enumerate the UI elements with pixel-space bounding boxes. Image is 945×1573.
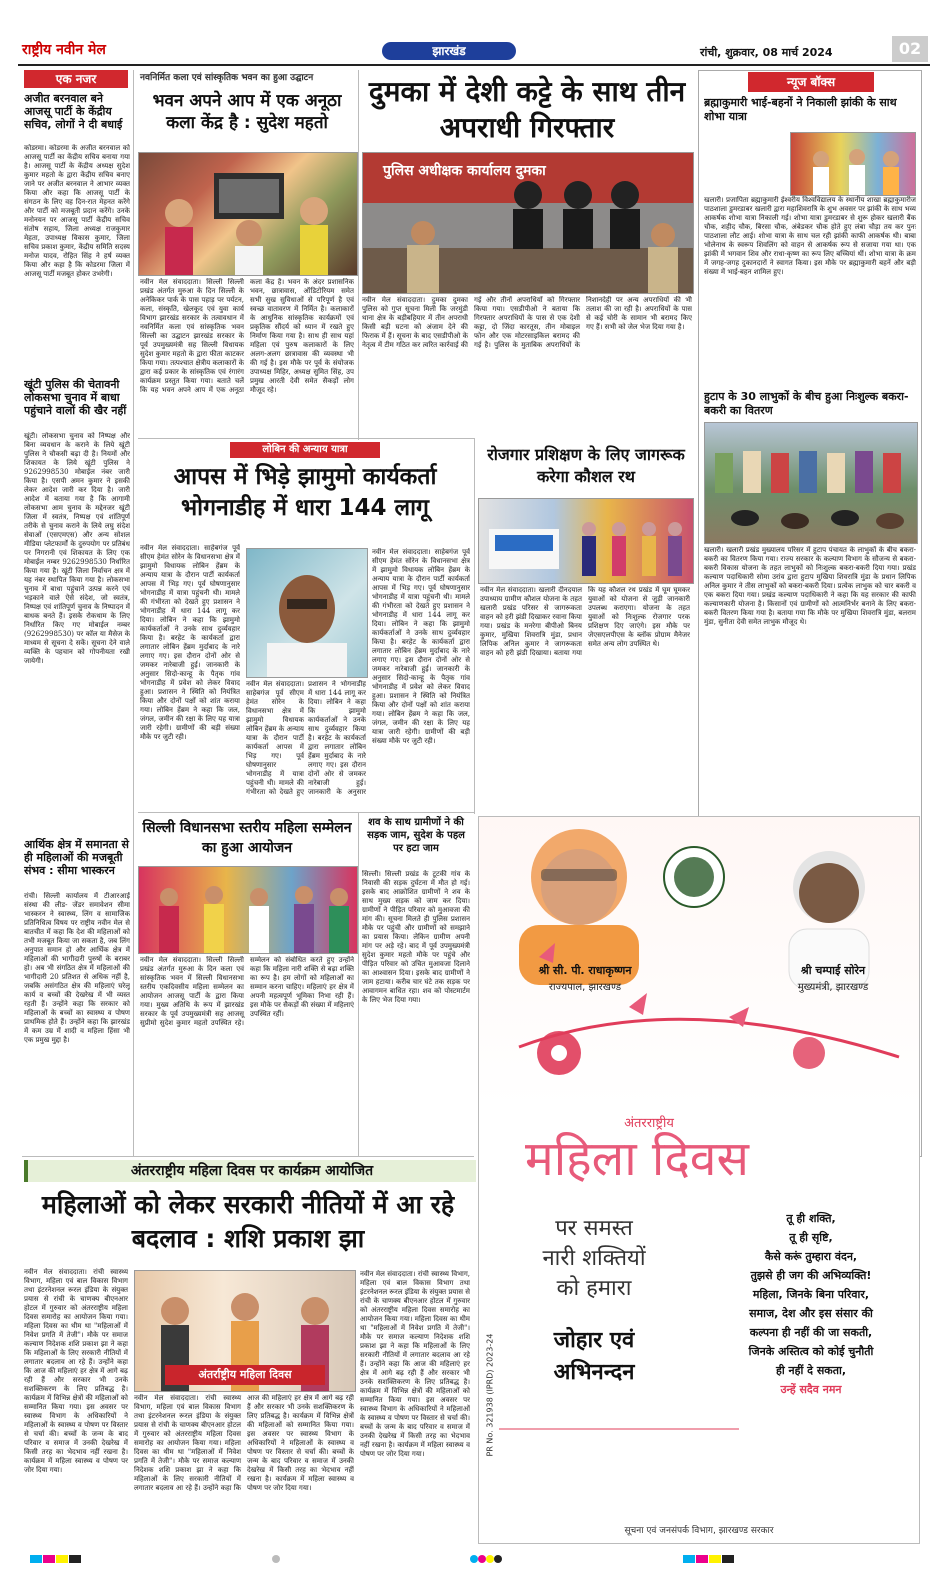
pr-number: PR No. 321938 (IPRD) 2023-24 (485, 1333, 495, 1457)
story7-photo (134, 1270, 356, 1392)
newsbox-body-2: खलारी। खलारी प्रखंड मुख्यालय परिसर में हुटाप पंचायत के लाभुकों के बीच बकरा-बकरी का वितरण किया गया। राज्य सरकार के कल्याण विभाग के सौजन्य से बकरा-बकरी विकास योजना के तहत लाभुकों को निःशुल्क बकरा-बकरी दिया गया। प्रखंड कल्याण पदाधिकारी सोमा उरांव द्वारा हुटाप मुखिया शिवरात्रि मुंडा के प्रधान लिपिक अनिल कुमार ने तीस लाभुकों को बकरा-बकरी दिया। प्रत्येक लाभुक को चार बकरी व एक बकरा दिया गया। प्रखंड कल्याण पदाधिकारी ने कहा कि यह सरकार की काफी कल्याणकारी योजना है। किसानों एवं ग्रामीणों को आत्मनिर्भर बनाने के लिए बकरा-बकरी वितरण किया गया है। बताया गया कि मौके पर मुखिया शिवरात्रि मुंडा, बलराम मुंडा, सुनीता देवी समेत लाभुक मौजूद थे। (704, 546, 916, 626)
ad-greet-line-2: नारी शक्तियों (542, 1246, 646, 1271)
ad-greet-line-4: जोहार एवं (553, 1328, 635, 1353)
news-box-tag: न्यूज बॉक्स (748, 72, 874, 92)
story2-headline: दुमका में देशी कट्टे के साथ तीन अपराधी गिरफ्तार (368, 75, 686, 144)
newsbox-headline-1: ब्रह्माकुमारी भाई-बहनों ने निकाली झांकी के साथ शोभा यात्रा (704, 96, 897, 123)
cm-name: श्री चम्पाई सोरेन (800, 964, 866, 977)
row-divider (22, 1156, 474, 1157)
row-divider (138, 438, 474, 439)
ad-title-small: अंतरराष्ट्रीय (624, 1116, 674, 1131)
story2-body: नवीन मेल संवाददाता। दुमका दुमका पुलिस को गुप्त सूचना मिली कि जरमुंडी थाना क्षेत्र के बड़ीबहियार में तीन अपराधी किसी बड़ी घटना को अंजाम देने की फिराक में हैं। सूचना के बाद एसडीपीओ के नेतृत्व में टीम गठित कर त्वरित कार्रवाई की गई और तीनों अपराधियों को गिरफ्तार किया गया। एसडीपीओ ने बताया कि गिरफ्तार अपराधियों के पास से एक देशी कट्टा, दो जिंदा कारतूस, तीन मोबाइल फोन और एक मोटरसाइकिल बरामद की गई है। पुलिस के मुताबिक अपराधियों के निशानदेही पर अन्य अपराधियों की भी तलाश की जा रही है। अपराधियों के पास से कई चोरी के सामान भी बरामद किए गए हैं। सभी को जेल भेज दिया गया है। (362, 296, 692, 349)
ad-footer-credit: सूचना एवं जनसंपर्क विभाग, झारखण्ड सरकार (624, 1526, 774, 1536)
poem-line: कल्पना ही नहीं की जा सकती, (749, 1326, 873, 1339)
story4-headline: रोजगार प्रशिक्षण के लिए जागरूक करेगा कौशल रथ (487, 445, 685, 486)
brief-headline-1: अजीत बरनवाल बने आजसू पार्टी के केंद्रीय सचिव, लोगों ने दी बधाई (24, 92, 123, 131)
ad-poem (711, 1209, 911, 1399)
womens-day-advertisement (478, 816, 920, 1544)
story3-tag: लोबिन की अन्याय यात्रा (230, 442, 380, 458)
story1-photo (138, 152, 358, 276)
story3-body-col1: नवीन मेल संवाददाता। साहेबगंज पूर्व सीएम हेमंत सोरेन के विधानसभा क्षेत्र में झामुमो विधायक लोबिन हेंब्रम के अन्याय यात्रा के दौरान पार्टी कार्यकर्ता आपस में भिड़ गए। पूर्व घोषणानुसार भोगनाडीह में यात्रा पहुंचनी थी। मामले की गंभीरता को देखते हुए प्रशासन ने भोगनाडीह में धारा 144 लागू कर दिया। लोबिन ने कहा कि झामुमो कार्यकर्ताओं ने उनके साथ दुर्व्यवहार किया है। बरहेट के कार्यकर्ता द्वारा लगातार लोबिन हेंब्रम मुर्दाबाद के नारे लगाए गए। इस दौरान दोनों ओर से जमकर नारेबाजी हुई। जानकारी के अनुसार सिदो-कान्हू के पैतृक गांव भोगनाडीह में प्रवेश को लेकर विवाद हुआ। प्रशासन ने स्थिति को नियंत्रित किया और दोनों पक्षों को शांत कराया गया। लोबिन हेंब्रम ने कहा कि जल, जंगल, जमीन की रक्षा के लिए यह यात्रा जारी रहेगी। ग्रामीणों की बड़ी संख्या मौके पर जुटी रही। (140, 544, 240, 741)
story7-body-col1: नवीन मेल संवाददाता। रांची स्वास्थ्य विभाग, महिला एवं बाल विकास विभाग तथा इंटरनेशनल रूरल इंडिया के संयुक्त प्रयास से रांची के चाणक्य बीएनआर होटल में गुरुवार को अंतरराष्ट्रीय महिला दिवस समारोह का आयोजन किया गया। महिला दिवस का थीम था "महिलाओं में निवेश प्रगति में तेजी"। मौके पर समाज कल्याण निदेशक शशि प्रकाश झा ने कहा कि महिलाओं के लिए सरकारी नीतियों में लगातार बदलाव आ रहे हैं। उन्होंने कहा कि आज की महिलाएं हर क्षेत्र में आगे बढ़ रही हैं और सरकार भी उनके सशक्तिकरण के लिए प्रतिबद्ध है। कार्यक्रम में विभिन्न क्षेत्रों की महिलाओं को सम्मानित किया गया। इस अवसर पर स्वास्थ्य विभाग के अधिकारियों ने महिलाओं के स्वास्थ्य व पोषण पर विस्तार से चर्चा की। बच्चों के जन्म के बाद परिवार व समाज में उनकी देखरेख में किसी तरह का भेदभाव नहीं रखना है। कार्यक्रम में महिला स्वास्थ्य व पोषण पर जोर दिया गया। (24, 1268, 128, 1474)
section-label: झारखंड (382, 42, 516, 60)
story4-body: नवीन मेल संवाददाता। खलारी दीनदयाल उपाध्याय ग्रामीण कौशल योजना के तहत खलारी प्रखंड परिसर से जागरूकता वाहन को हरी झंडी दिखाकर रवाना किया गया। प्रखंड के मनरेगा बीपीओ बिनय कुमार, मुखिया शिवरात्रि मुंडा, प्रधान लिपिक अनिल कुमार ने जागरूकता वाहन को हरी झंडी दिखाया। बताया गया कि यह कौशल रथ प्रखंड में घूम घूमकर युवाओं को योजना से जुड़ी जानकारी उपलब्ध कराएगा। योजना के तहत युवाओं को निःशुल्क रोजगार परक प्रशिक्षण दिए जाएंगे। इस मौके पर जेएसएलपीएस के ब्लॉक प्रोग्राम मैनेजर समेत अन्य लोग उपस्थित थे। (480, 586, 690, 657)
crowd-photo-illustration (139, 153, 357, 275)
story1-headline: भवन अपने आप में एक अनूठा कला केंद्र है : सुदेश महतो (152, 91, 342, 133)
poem-line: समाज, देश और इस संसार की (749, 1307, 873, 1320)
women-conference-photo-illustration (139, 867, 357, 953)
story2-photo (362, 152, 694, 294)
brief-headline-3: आर्थिक क्षेत्र में समानता से ही महिलाओं की मजबूती संभव : सीमा भास्करन (24, 838, 129, 877)
story7-body-col2: नवीन मेल संवाददाता। रांची स्वास्थ्य विभाग, महिला एवं बाल विकास विभाग तथा इंटरनेशनल रूरल इंडिया के संयुक्त प्रयास से रांची के चाणक्य बीएनआर होटल में गुरुवार को अंतरराष्ट्रीय महिला दिवस समारोह का आयोजन किया गया। महिला दिवस का थीम था "महिलाओं में निवेश प्रगति में तेजी"। मौके पर समाज कल्याण निदेशक शशि प्रकाश झा ने कहा कि महिलाओं के लिए सरकारी नीतियों में लगातार बदलाव आ रहे हैं। उन्होंने कहा कि आज की महिलाएं हर क्षेत्र में आगे बढ़ रही हैं और सरकार भी उनके सशक्तिकरण के लिए प्रतिबद्ध है। कार्यक्रम में विभिन्न क्षेत्रों की महिलाओं को सम्मानित किया गया। इस अवसर पर स्वास्थ्य विभाग के अधिकारियों ने महिलाओं के स्वास्थ्य व पोषण पर विस्तार से चर्चा की। बच्चों के जन्म के बाद परिवार व समाज में उनकी देखरेख में किसी तरह का भेदभाव नहीं रखना है। कार्यक्रम में महिला स्वास्थ्य व पोषण पर जोर दिया गया। (134, 1394, 354, 1492)
column-divider (358, 812, 359, 1156)
poem-line: तू ही सृष्टि, (789, 1231, 833, 1244)
goat-distribution-photo-illustration (705, 423, 917, 543)
story3-body-col2: नवीन मेल संवाददाता। साहेबगंज पूर्व सीएम हेमंत सोरेन के विधानसभा क्षेत्र में झामुमो विधायक लोबिन हेंब्रम के अन्याय यात्रा के दौरान पार्टी कार्यकर्ता आपस में भिड़ गए। पूर्व घोषणानुसार भोगनाडीह में यात्रा पहुंचनी थी। मामले की गंभीरता को देखते हुए प्रशासन ने भोगनाडीह में धारा 144 लागू कर दिया। लोबिन ने कहा कि झामुमो कार्यकर्ताओं ने उनके साथ दुर्व्यवहार किया है। बरहेट के कार्यकर्ता द्वारा लगातार लोबिन हेंब्रम मुर्दाबाद के नारे लगाए गए। इस दौरान दोनों ओर से जमकर नारेबाजी हुई। जानकारी के अनुसार (246, 680, 366, 796)
story5-headline: सिल्ली विधानसभा स्तरीय महिला सम्मेलन का हुआ आयोजन (142, 820, 352, 856)
ad-greet-line-5: अभिनन्दन (553, 1360, 635, 1385)
section-tag-ek-nazar: एक नजर (24, 70, 128, 88)
poem-line: उन्हें सदैव नमन (780, 1383, 842, 1396)
story6-body: सिल्ली। सिल्ली प्रखंड के टूटकी गांव के निवासी की सड़क दुर्घटना में मौत हो गई। इसके बाद आक्रोशित ग्रामीणों ने शव के साथ मुख्य सड़क को जाम कर दिया। ग्रामीणों ने पीड़ित परिवार को मुआवजा की मांग की। सूचना मिलते ही पुलिस प्रशासन मौके पर पहुंची और ग्रामीणों को समझाने का प्रयास किया। लेकिन ग्रामीण अपनी मांग पर अड़े रहे। बाद में पूर्व उपमुख्यमंत्री सुदेश कुमार महतो मौके पर पहुंचे और पीड़ित परिवार को उचित मुआवजा दिलाने का आश्वासन दिया। इसके बाद ग्रामीणों ने जाम हटाया। करीब चार घंटे तक सड़क पर आवागमन बाधित रहा। शव को पोस्टमार्टम के लिए भेज दिया गया। (362, 870, 470, 1004)
column-divider (358, 70, 359, 440)
row-divider (138, 812, 474, 813)
print-color-bar (30, 1548, 915, 1556)
story1-kicker: नवनिर्मित कला एवं सांस्कृतिक भवन का हुआ उद्घाटन (140, 73, 314, 83)
brief-body-1: कोडरमा। कोडरमा के अजीत बरनवाल को आजसू पार्टी का केंद्रीय सचिव बनाया गया है। आजसू पार्टी के केंद्रीय अध्यक्ष सुदेश कुमार महतो के द्वारा केंद्रीय सचिव बनाए जाने पर अजीत बरनवाल ने आभार व्यक्त किया और कहा कि आजसू पार्टी के संगठन के लिए वह दिन-रात मेहनत करेंगे और पार्टी को मजबूती प्रदान करेंगे। उनके मनोनयन पर आजसू पार्टी केंद्रीय सचिव संतोष सहाय, जिला अध्यक्ष राजकुमार मेहता, उपाध्यक्ष विकास कुमार, जिला सचिव प्रकाश कुमार, केंद्रीय समिति सदस्य मनोज यादव, रोहित सिंह ने हर्ष व्यक्त किया और कहा है कि कोडरमा जिला में आजसू पार्टी मजबूत होकर उभरेगी। (24, 144, 130, 278)
cm-title: मुख्यमंत्री, झारखण्ड (797, 982, 869, 993)
ad-greet-line-1: पर समस्त (555, 1216, 633, 1241)
brief-body-3: रांची। सिल्ली कार्यालय में टीआरआई संस्था की लीड- जेंडर समावेशन सीमा भास्करन ने स्वास्थ्य, लिंग व सामाजिक प्रतिनिधित्व विषय पर राष्ट्रीय नवीन मेल से बातचीत में कहा कि देश की महिलाओं को तभी मजबूत किया जा सकता है, जब लिंग अनुपात समान हो और आर्थिक क्षेत्र में महिलाओं की भागीदारी पुरुषों के बराबर हो। अब भी संगठित क्षेत्र में महिलाओं की भागीदारी 20 प्रतिशत से अधिक नहीं है, जबकि असंगठित क्षेत्र की महिलाएं घरेलू कार्य व बच्चों की देखरेख में भी व्यस्त रहती हैं। उन्होंने कहा कि सरकार को महिलाओं के बच्चों का स्वास्थ्य व पोषण प्राथमिक होते हैं। उन्होंने कहा कि झारखंड में कम उम्र में शादी व महिला हिंसा भी एक प्रमुख मुद्दा है। (24, 892, 130, 1044)
story7-body-col3: नवीन मेल संवाददाता। रांची स्वास्थ्य विभाग, महिला एवं बाल विकास विभाग तथा इंटरनेशनल रूरल इंडिया के संयुक्त प्रयास से रांची के चाणक्य बीएनआर होटल में गुरुवार को अंतरराष्ट्रीय महिला दिवस समारोह का आयोजन किया गया। महिला दिवस का थीम था "महिलाओं में निवेश प्रगति में तेजी"। मौके पर समाज कल्याण निदेशक शशि प्रकाश झा ने कहा कि महिलाओं के लिए सरकारी नीतियों में लगातार बदलाव आ रहे हैं। उन्होंने कहा कि आज की महिलाएं हर क्षेत्र में आगे बढ़ रही हैं और सरकार भी उनके सशक्तिकरण के लिए प्रतिबद्ध है। कार्यक्रम में विभिन्न क्षेत्रों की महिलाओं को सम्मानित किया गया। इस अवसर पर स्वास्थ्य विभाग के अधिकारियों ने महिलाओं के स्वास्थ्य व पोषण पर विस्तार से चर्चा की। बच्चों के जन्म के बाद परिवार व समाज में उनकी देखरेख में किसी तरह का भेदभाव नहीं रखना है। कार्यक्रम में महिला स्वास्थ्य व पोषण पर जोर दिया गया। (360, 1270, 470, 1458)
portrait-photo-illustration (247, 549, 367, 677)
photo-caption-banner: अंतर्राष्ट्रीय महिला दिवस (165, 1365, 325, 1385)
story6-headline: शव के साथ ग्रामीणों ने की सड़क जाम, सुदेश के पहल पर हटा जाम (367, 817, 465, 854)
flag-off-photo-illustration (479, 499, 693, 583)
column-divider (474, 438, 475, 814)
brief-body-2: खूंटी। लोकसभा चुनाव को निष्पक्ष और बिना व्यवधान के कराने के लिये खूंटी पुलिस ने चौकसी बढ़ा दी है। नियमों और शिकायत के लिये खूंटी पुलिस ने 9262998530 मोबाईल नंबर जारी किया है। एसपी अमन कुमार ने इसकी लेकर आदेश जारी कर दिया है। जारी आदेश में बताया गया है कि आगामी लोकसभा आम चुनाव के मद्देनजर खूंटी जिला में स्वतंत्र, निष्पक्ष एवं शांतिपूर्ण तरीके से चुनाव कराने के लिये लघु संदेश सेवाओं (एसएमएस) और अन्य सोशल मीडिया प्लेटफार्मों के दुरुपयोग पर प्रतिबंध पर निगरानी एवं शिकायत के लिए एक मोबाईल नम्बर 9262998530 निर्धारित किया गया है। खूंटी जिला निर्वाचन क्षत्र में यह नंबर स्थापित किया गया है। लोकसभा चुनाव में बाधा पहुंचाने उत्पन्न करने एवं भड़काने वाले ऐसे संदेश, जो स्वतंत्र, निष्पक्ष एवं शांतिपूर्ण चुनाव के निष्पादन में बाधक बनते हैं। इसके रोकथाम के लिए निर्धारित किए गए मोबाईल नम्बर (9262998530) पर कॉल या मैसेज के माध्यम से सूचना दे सकें। सूचना देने वाले व्यक्ति के पहचान को गोपनीयता रखी जायेगी। (24, 432, 130, 665)
story7-kicker: अंतरराष्ट्रीय महिला दिवस पर कार्यक्रम आयोजित (24, 1160, 476, 1182)
column-divider (133, 70, 134, 1156)
governor-name: श्री सी. पी. राधाकृष्णन (538, 964, 632, 977)
photo-banner-text: पुलिस अधीक्षक कार्यालय दुमका (383, 163, 546, 179)
newsbox-headline-2: हुटाप के 30 लाभुकों के बीच हुआ निःशुल्क बकरा-बकरी का वितरण (704, 390, 909, 417)
page-number: 02 (892, 36, 928, 62)
newsbox-photo-1 (790, 132, 916, 196)
poem-line: ही नहीं दे सकता, (776, 1364, 846, 1377)
newspaper-brand: राष्ट्रीय नवीन मेल (22, 42, 106, 58)
story3-body-col3: नवीन मेल संवाददाता। साहेबगंज पूर्व सीएम हेमंत सोरेन के विधानसभा क्षेत्र में झामुमो विधायक लोबिन हेंब्रम के अन्याय यात्रा के दौरान पार्टी कार्यकर्ता आपस में भिड़ गए। पूर्व घोषणानुसार भोगनाडीह में यात्रा पहुंचनी थी। मामले की गंभीरता को देखते हुए प्रशासन ने भोगनाडीह में धारा 144 लागू कर दिया। लोबिन ने कहा कि झामुमो कार्यकर्ताओं ने उनके साथ दुर्व्यवहार किया है। बरहेट के कार्यकर्ता द्वारा लगातार लोबिन हेंब्रम मुर्दाबाद के नारे लगाए गए। इस दौरान दोनों ओर से जमकर नारेबाजी हुई। जानकारी के अनुसार सिदो-कान्हू के पैतृक गांव भोगनाडीह में प्रवेश को लेकर विवाद हुआ। प्रशासन ने स्थिति को नियंत्रित किया और दोनों पक्षों को शांत कराया गया। लोबिन हेंब्रम ने कहा कि जल, जंगल, जमीन की रक्षा के लिए यह यात्रा जारी रहेगी। ग्रामीणों की बड़ी संख्या मौके पर जुटी रही। (372, 548, 470, 745)
story5-body: नवीन मेल संवाददाता। सिल्ली सिल्ली प्रखंड अंतर्गत मुरुआ के दिन कला एवं सांस्कृतिक भवन में सिल्ली विधानसभा स्तरीय एकदिवसीय महिला सम्मेलन का आयोजन आजसू पार्टी के द्वारा किया गया। मुख्य अतिथि के रूप में झारखंड सरकार के पूर्व उपमुख्यमंत्री सह आजसू सुप्रीमो सुदेश कुमार महतो उपस्थित रहे। सम्मेलन को संबोधित करते हुए उन्होंने कहा कि महिला नारी शक्ति से बढ़ा शक्ति का रूप है। हम लोगों को महिलाओं का सम्मान करना चाहिए। महिलाएं हर क्षेत्र में अपनी महत्वपूर्ण भूमिका निभा रही हैं। इस मौके पर सैकड़ों की संख्या में महिलाएं उपस्थित रहीं। (140, 956, 354, 1027)
procession-photo-illustration (791, 133, 915, 195)
story4-photo (478, 498, 694, 584)
ad-greet-line-3: को हमारा (556, 1276, 632, 1301)
poem-line: कैसे करूं तुम्हारा वंदन, (764, 1250, 858, 1263)
poem-line: तुझसे ही जग की अभिव्यक्ति! (750, 1269, 872, 1282)
newsbox-photo-2 (704, 422, 918, 544)
story5-photo (138, 866, 358, 954)
story1-body: नवीन मेल संवाददाता। सिल्ली सिल्ली प्रखंड अंतर्गत मुरुआ के दिन सिल्ली के अनेकिकर पार्क के पास पहाड़ पर पर्यटन, कला, संस्कृति, खेलकूद एवं युवा कार्य विभाग झारखंड सरकार के तत्वावधान में नवनिर्मित कला एवं सांस्कृतिक भवन सिल्ली का उद्घाटन झारखंड सरकार के पूर्व उपमुख्यमंत्री सह सिल्ली विधायक सुदेश कुमार महतो के द्वारा फीता काटकर किया गया। तत्पश्चात क्षेत्रीय कलाकारों के द्वारा कई प्रकार के सांस्कृतिक एवं रंगारंग कार्यक्रम प्रस्तुत किया गया। बताते चलें कि यह भवन अपने आप में एक अनूठा कला केंद्र है। भवन के अंदर प्रशासनिक भवन, छात्रावास, ऑडिटोरियम समेत सभी सुख सुविधाओं से परिपूर्ण है एवं स्वच्छ वातावरण में निर्मित है। कलाकारों के आधुनिक सांस्कृतिक कार्यक्रमों एवं प्रकृतिक सौंदर्य को ध्यान में रखते हुए निर्माण किया गया है। साथ ही साथ यहां महिला एवं पुरुष कलाकारों के लिए अलग-अलग छात्रावास की व्यवस्था भी की गई है। इस मौके पर पूर्व के संयोजक उपाध्यक्ष मिहिर, अध्यक्ष सुमित सिंह, उप प्रमुख आरती देवी समेत सैकड़ों लोग मौजूद रहे। (140, 278, 354, 394)
story3-photo (246, 548, 368, 678)
newsbox-body-1: खलारी। प्रजापिता ब्रह्माकुमारी ईश्वरीय विश्वविद्यालय के स्थानीय शाखा ब्रह्माकुमारीज पाठशाला डुमरडाबर खलारी द्वारा महाशिवरात्रि के शुभ अवसर पर झांकी के साथ भव्य आकर्षक शोभा यात्रा निकाली गई। शोभा यात्रा डुमरडाबर से शुरू होकर खलारी बैंक चौक, शहीद चौक, बिरसा चौक, अंबेडकर चौक होते हुए लंबा चौड़ा तय कर पुनः पाठशाला लौट आई। शोभा यात्रा के साथ चल रही झांकी काफी आकर्षक थी। बाबा भोलेनाथ के स्वरूप शिवलिंग को वाहन से आकर्षक रूप से सजाया गया था। एक झांकी में भगवान शिव और राधा-कृष्ण का रूप लिए बच्चियां थीं। शोभा यात्रा के क्रम में जगह-जगह दुकानदारों ने स्वागत किया। इस मौके पर ब्रह्माकुमारी बहनें और बड़ी संख्या में भाई-बहन शामिल हुए। (704, 196, 916, 276)
ad-title-big: महिला दिवस (525, 1131, 749, 1187)
story3-headline: आपस में भिड़े झामुमो कार्यकर्ता भोगनाडीह में धारा 144 लागू (173, 464, 437, 521)
brief-headline-2: खूंटी पुलिस की चेतावनी लोकसभा चुनाव में बाधा पहुंचाने वालों की खैर नहीं (24, 378, 127, 417)
poem-line: जिनके अस्तित्व को कोई चुनौती (748, 1345, 874, 1358)
story7-headline: महिलाओं को लेकर सरकारी नीतियों में आ रहे बदलाव : शशि प्रकाश झा (41, 1190, 455, 1253)
poem-line: तू ही शक्ति, (786, 1212, 836, 1225)
dateline: रांची, शुक्रवार, 08 मार्च 2024 (700, 46, 833, 59)
poem-line: महिला, जिनके बिना परिवार, (752, 1288, 870, 1301)
governor-title: राज्यपाल, झारखण्ड (548, 982, 622, 993)
